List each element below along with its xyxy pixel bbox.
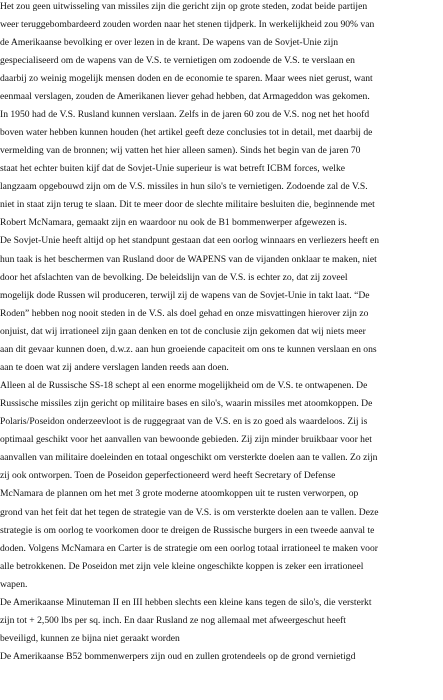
text-line: Alleen al de Russische SS-18 schept al een enorme mogelijkheid om de V.S. te ontwapenen. De xyxy=(0,380,368,391)
text-line: alle betrokkenen. De Poseidon met zijn vele kleine ongeschikte koppen is zeker een irrationeel xyxy=(0,561,364,572)
text-line: eenmaal verslagen, zouden de Amerikanen liever gehad hebben, dat Armageddon was gekomen. xyxy=(0,91,370,102)
text-line: grond van het feit dat het tegen de strategie van de V.S. is om versterkte doelen aan te vallen. Deze xyxy=(0,507,379,518)
text-line: optimaal geschikt voor het aanvallen van bewoonde gebieden. Zij zijn minder bruikbaar voor het xyxy=(0,434,372,445)
text-line: McNamara de plannen om het met 3 grote moderne atoomkoppen uit te rusten verworpen, op xyxy=(0,488,359,499)
text-line: Robert McNamara, gemaakt zijn en waardoor nu ook de B1 bommenwerper afgewezen is. xyxy=(0,217,347,228)
text-line: zijn tot + 2,500 lbs per sq. inch. En daar Rusland ze nog allemaal met afweergeschut heeft xyxy=(0,615,346,626)
text-line: In 1950 had de V.S. Rusland kunnen verslaan. Zelfs in de jaren 60 zou de V.S. nog net het hoofd xyxy=(0,109,370,120)
text-line: staat het echter buiten kijf dat de Sovjet-Unie superieur is wat betreft ICBM forces, welke xyxy=(0,163,345,174)
text-line: aanvallen van militaire doeleinden en totaal ongeschikt om versterkte doelen aan te vallen. Zo zijn xyxy=(0,452,378,463)
text-line: de Amerikaanse bevolking er over lezen in de krant. De wapens van de Sovjet-Unie zijn xyxy=(0,37,339,48)
text-line: daarbij zo weinig mogelijk mensen doden en de economie te sparen. Maar wees niet gerust, want xyxy=(0,73,373,84)
text-line: De Sovjet-Unie heeft altijd op het standpunt gestaan dat een oorlog winnaars en verliezers heeft en xyxy=(0,235,380,246)
text-line: aan te doen wat zij andere verslagen landen reeds aan doen. xyxy=(0,362,229,373)
text-line: De Amerikaanse B52 bommenwerpers zijn oud en zullen grotendeels op de grond vernietigd xyxy=(0,651,356,662)
text-line: niet in staat zijn terug te slaan. Dit te meer door de slechte militaire besluiten die, beginnende met xyxy=(0,199,375,210)
text-line: aan dit gevaar kunnen doen, d.w.z. aan hun groeiende capaciteit om ons te kunnen verslaan en ons xyxy=(0,344,377,355)
text-line: zij ook ontworpen. Toen de Poseidon geperfectioneerd werd heeft Secretary of Defense xyxy=(0,470,336,481)
text-line: beveiligd, kunnen ze bijna niet geraakt worden xyxy=(0,633,180,644)
text-line: wapen. xyxy=(0,579,28,590)
text-line: doden. Volgens McNamara en Carter is de strategie om een oorlog totaal irrationeel te maken voor xyxy=(0,543,378,554)
text-line: door het afslachten van de bevolking. De beleidslijn van de V.S. is echter zo, dat zij zoveel xyxy=(0,272,348,283)
text-line: boven water hebben kunnen houden (het artikel geeft deze conclusies tot in detail, met daarbij de xyxy=(0,127,373,138)
text-line: onjuist, dat wij irrationeel zijn gaan denken en tot de conclusie zijn gekomen dat wij niets meer xyxy=(0,326,366,337)
text-line: mogelijk dode Russen wil produceren, terwijl zij de wapens van de Sovjet-Unie in takt laat. “De xyxy=(0,290,370,301)
text-line: Roden” hebben nog nooit steden in de V.S. als doel gehad en onze misvattingen hierover zijn zo xyxy=(0,308,369,319)
text-line: Russische missiles zijn gericht op militaire bases en silo's, waarin missiles met atoomkoppen. De xyxy=(0,398,373,409)
text-line: hun taak is het beschermen van Rusland door de WAPENS van de vijanden onklaar te maken, niet xyxy=(0,254,377,265)
text-line: De Amerikaanse Minuteman II en III hebben slechts een kleine kans tegen de silo's, die versterkt xyxy=(0,597,372,608)
text-line: gespecialiseerd om de wapens van de V.S. te vernietigen om zodoende de V.S. te verslaan en xyxy=(0,55,355,66)
text-line: Polaris/Poseidon onderzeevloot is de ruggegraat van de V.S. en is zo goed als waardeloos. Zij is xyxy=(0,416,368,427)
text-line: vermelding van de bronnen; wij vatten het hier alleen samen). Sinds het begin van de jaren 70 xyxy=(0,145,361,156)
text-line: weer teruggebombardeerd zouden worden naar het stenen tijdperk. In werkelijkheid zou 90% van xyxy=(0,19,375,30)
text-line: Het zou geen uitwisseling van missiles zijn die gericht zijn op grote steden, zodat beide partijen xyxy=(0,1,368,12)
text-line: langzaam opgebouwd zijn om de V.S. missiles in hun silo's te vernietigen. Zodoende zal de V.S. xyxy=(0,181,368,192)
text-line: strategie is om oorlog te voorkomen door te dreigen de Russische burgers in een tweede aanval te xyxy=(0,525,375,536)
